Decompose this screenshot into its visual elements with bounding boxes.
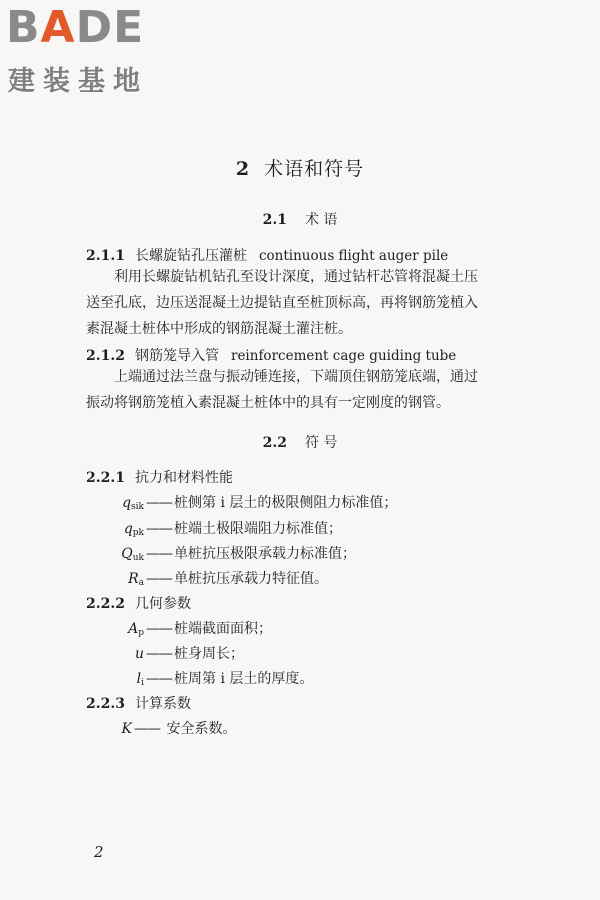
symbol-ap: $A_p$ —— 桩端截面面积； xyxy=(128,621,272,638)
clause-2-2-1-heading: 2.2.1 抗力和材料性能 xyxy=(86,470,233,486)
chapter-number: 2 xyxy=(235,158,251,180)
section-heading-terms: 2.1 术 语 xyxy=(262,212,338,228)
symbol-qsik: $q_{sik}$ —— 桩侧第 i 层土的极限侧阻力标准值； xyxy=(122,495,398,512)
clause-2-2-2-heading: 2.2.2 几何参数 xyxy=(86,596,191,612)
clause-2-1-1-body: 利用长螺旋钻机钻孔至设计深度，通过钻杆芯管将混凝土压 送至孔底，边压送混凝土边提钻直至桩顶标高，再将钢筋笼植入 素混凝土桩体中形成的钢筋混凝土灌注桩。 xyxy=(86,269,478,337)
clause-2-1-2-body: 上端通过法兰盘与振动锤连接，下端顶住钢筋笼底端，通过 振动将钢筋笼植入素混凝土桩体中的具有一定刚度的钢管。 xyxy=(86,369,478,411)
logo-wordmark: BADE xyxy=(6,2,145,53)
symbol-quk: $Q_{uk}$ —— 单桩抗压极限承载力标准值； xyxy=(121,546,356,563)
symbol-li: $l_i$ —— 桩周第 i 层土的厚度。 xyxy=(136,671,314,688)
logo-subtitle: 建装基地 xyxy=(8,66,148,97)
clause-2-2-3-heading: 2.2.3 计算系数 xyxy=(86,696,191,712)
chapter-title-text: 术语和符号 xyxy=(264,158,365,180)
clause-2-1-1-heading: 2.1.1 长螺旋钻孔压灌桩 continuous flight auger pile xyxy=(86,248,449,264)
clause-2-1-2-heading: 2.1.2 钢筋笼导入管 reinforcement cage guiding tube xyxy=(86,348,457,364)
section-heading-symbols: 2.2 符 号 xyxy=(262,435,338,451)
symbol-u: u —— 桩身周长； xyxy=(134,646,244,662)
bade-logo xyxy=(6,2,181,97)
symbol-qpk: $q_{pk}$ —— 桩端土极限端阻力标准值； xyxy=(123,521,342,538)
chapter-title xyxy=(0,154,600,181)
symbol-k: K —— 安全系数。 xyxy=(121,721,237,737)
symbol-ra: $R_a$ —— 单桩抗压承载力特征值。 xyxy=(128,571,328,588)
page-number: 2 xyxy=(94,843,104,861)
